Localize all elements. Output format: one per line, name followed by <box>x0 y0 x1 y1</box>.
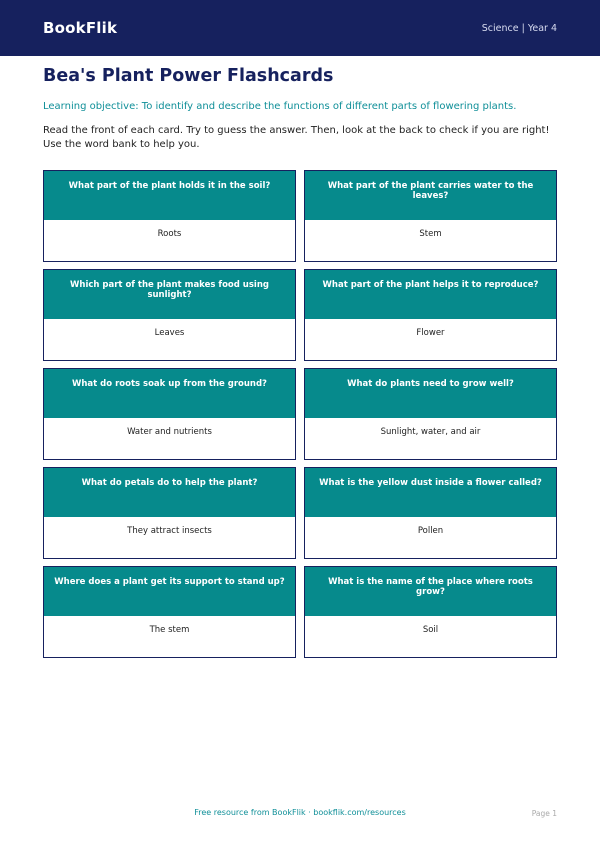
flashcard-grid <box>43 170 557 658</box>
flashcard-back: Leaves <box>44 319 295 360</box>
flashcard-back: Roots <box>44 220 295 261</box>
page-title: Bea's Plant Power Flashcards <box>43 66 334 86</box>
flashcard-back: Sunlight, water, and air <box>305 418 556 459</box>
flashcard-back: Soil <box>305 616 556 657</box>
flashcard-front: Where does a plant get its support to stand up? <box>44 567 295 616</box>
flashcard <box>43 467 296 559</box>
flashcard <box>43 170 296 262</box>
flashcard <box>304 368 557 460</box>
flashcard-front: What part of the plant holds it in the soil? <box>44 171 295 220</box>
subject-year-label: Science | Year 4 <box>481 22 557 34</box>
flashcard-front: What do petals do to help the plant? <box>44 468 295 517</box>
flashcard-back: Water and nutrients <box>44 418 295 459</box>
brand-logo: BookFlik <box>43 19 118 37</box>
flashcard <box>43 269 296 361</box>
flashcard-front: Which part of the plant makes food using sunlight? <box>44 270 295 319</box>
flashcard-back: They attract insects <box>44 517 295 558</box>
flashcard-front: What is the name of the place where roots grow? <box>305 567 556 616</box>
flashcard <box>43 566 296 658</box>
flashcard-front: What do roots soak up from the ground? <box>44 369 295 418</box>
flashcard <box>43 368 296 460</box>
flashcard <box>304 269 557 361</box>
header-bar <box>0 0 600 56</box>
flashcard-back: The stem <box>44 616 295 657</box>
flashcard-front: What is the yellow dust inside a flower called? <box>305 468 556 517</box>
flashcard-front: What part of the plant carries water to the leaves? <box>305 171 556 220</box>
flashcard-front: What do plants need to grow well? <box>305 369 556 418</box>
footer-resource-link[interactable]: Free resource from BookFlik · bookflik.com/resources <box>194 808 406 817</box>
page-number: Page 1 <box>531 809 557 818</box>
flashcard-back: Flower <box>305 319 556 360</box>
flashcard-front: What part of the plant helps it to reproduce? <box>305 270 556 319</box>
learning-objective: Learning objective: To identify and describe the functions of different parts of flowering plants. <box>43 101 517 112</box>
flashcard-back: Stem <box>305 220 556 261</box>
flashcard-back: Pollen <box>305 517 556 558</box>
flashcard <box>304 566 557 658</box>
flashcard <box>304 467 557 559</box>
instructions: Read the front of each card. Try to guess the answer. Then, look at the back to check if you are right! Use the word bank to help you. <box>43 125 550 150</box>
flashcard <box>304 170 557 262</box>
